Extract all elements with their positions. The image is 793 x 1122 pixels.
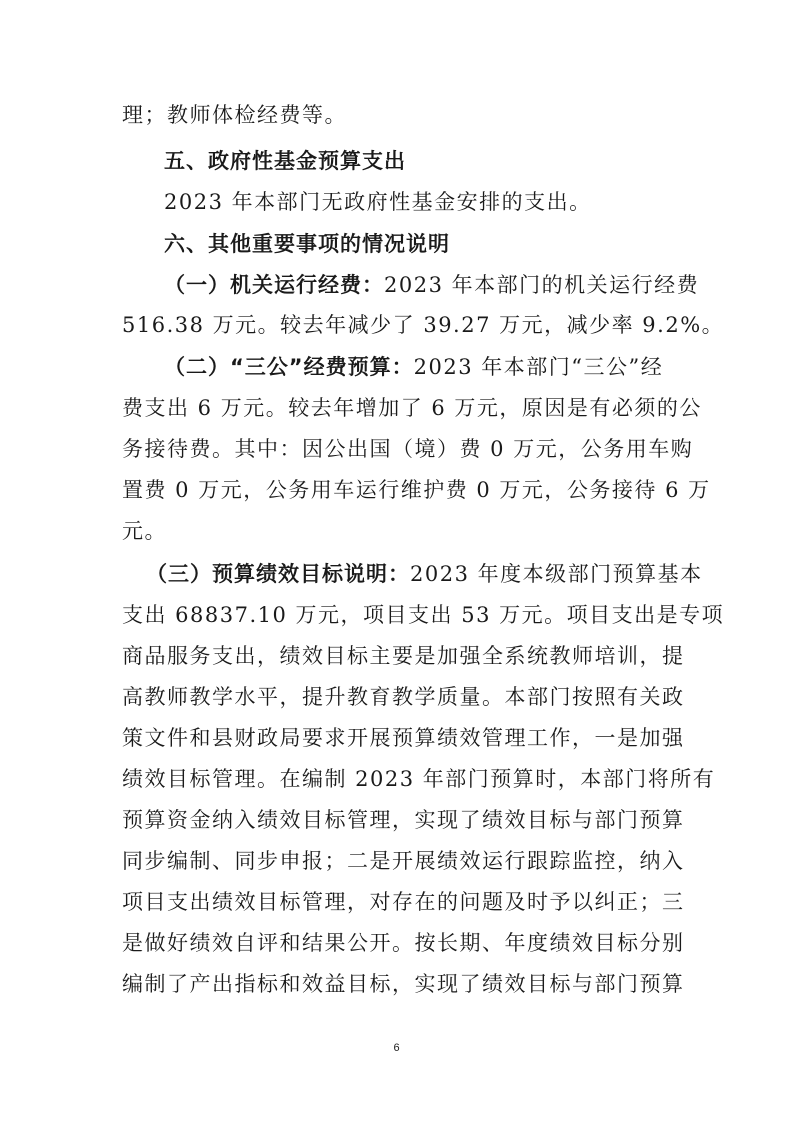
text-line: 商品服务支出，绩效目标主要是加强全系统教师培训，提 bbox=[122, 644, 685, 668]
text-line: 支出 68837.10 万元，项目支出 53 万元。项目支出是专项 bbox=[122, 603, 725, 627]
text-line: 高教师教学水平，提升教育教学质量。本部门按照有关政 bbox=[122, 685, 685, 709]
text-line: 2023 年本部门无政府性基金安排的支出。 bbox=[164, 190, 592, 214]
text-line: 置费 0 万元，公务用车运行维护费 0 万元，公务接待 6 万 bbox=[122, 478, 711, 502]
subheading-label: （一）机关运行经费： bbox=[164, 273, 384, 297]
text-line: 516.38 万元。较去年减少了 39.27 万元，减少率 9.2%。 bbox=[122, 313, 725, 337]
text-segment: 2023 年本部门“三公”经 bbox=[413, 355, 664, 379]
text-segment: 2023 年本部门的机关运行经费 bbox=[384, 273, 700, 297]
paragraph-1-first-line bbox=[164, 266, 724, 304]
text-segment: 2023 年度本级部门预算基本 bbox=[410, 562, 703, 586]
subheading-label: （三）预算绩效目标说明： bbox=[146, 562, 410, 586]
paragraph-3-first-line bbox=[146, 555, 706, 593]
text-line: 理；教师体检经费等。 bbox=[122, 103, 347, 127]
text-line: 务接待费。其中：因公出国（境）费 0 万元，公务用车购 bbox=[122, 437, 694, 461]
paragraph-2-first-line bbox=[164, 348, 724, 386]
text-line: 是做好绩效自评和结果公开。按长期、年度绩效目标分别 bbox=[122, 931, 685, 955]
text-line: 策文件和县财政局要求开展预算绩效管理工作，一是加强 bbox=[122, 726, 685, 750]
text-line: 绩效目标管理。在编制 2023 年部门预算时，本部门将所有 bbox=[122, 767, 716, 791]
text-line: 元。 bbox=[122, 519, 167, 543]
section-heading-6: 六、其他重要事项的情况说明 bbox=[164, 232, 450, 256]
text-line: 预算资金纳入绩效目标管理，实现了绩效目标与部门预算 bbox=[122, 808, 685, 832]
text-line: 编制了产出指标和效益目标，实现了绩效目标与部门预算 bbox=[122, 972, 685, 996]
page-number: 6 bbox=[393, 1042, 400, 1054]
text-line: 费支出 6 万元。较去年增加了 6 万元，原因是有必须的公 bbox=[122, 396, 702, 420]
text-line: 同步编制、同步申报；二是开展绩效运行跟踪监控，纳入 bbox=[122, 849, 685, 873]
section-heading-5: 五、政府性基金预算支出 bbox=[164, 149, 406, 173]
text-line: 项目支出绩效目标管理，对存在的问题及时予以纠正；三 bbox=[122, 890, 685, 914]
subheading-label: （二）“三公”经费预算： bbox=[164, 355, 414, 379]
